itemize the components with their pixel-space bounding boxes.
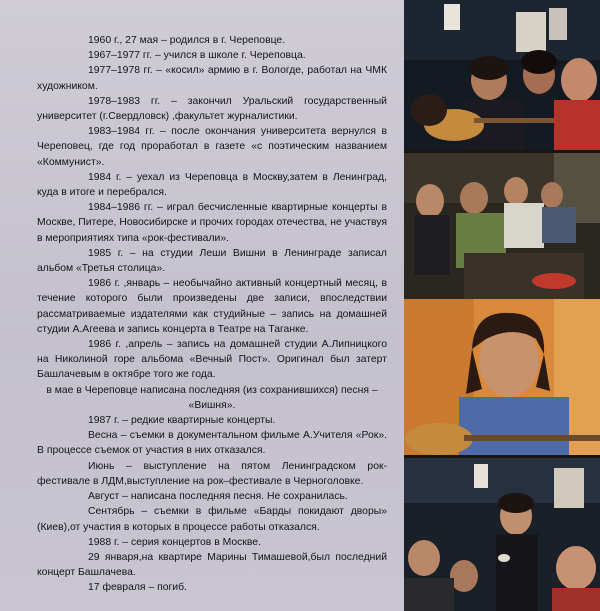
photo-group-portrait <box>404 458 600 611</box>
timeline-entry: 1983–1984 гг. – после окончания университета вернулся в Череповец, где год проработал в газете «с поэтическим названием «Коммунист». <box>37 126 387 168</box>
timeline-entry: Сентябрь – съемки в фильме «Барды покидают дворы» (Киев),от участия в которых в процессе работы отказался. <box>37 506 387 533</box>
timeline-entry: 1967–1977 гг. – учился в школе г. Череповца. <box>88 50 306 62</box>
timeline-entry: 1978–1983 гг. – закончил Уральский государственный университет (г.Свердловск) ,факультет журналистики. <box>37 95 387 123</box>
photo-group-sitting <box>404 153 600 299</box>
timeline-entry: 1977–1978 гг. – «косил» армию в г. Вологде, работал на ЧМК художником. <box>37 65 387 92</box>
timeline-entry: 1960 г., 27 мая – родился в г. Череповце. <box>88 35 286 46</box>
timeline-entry: Весна – съемки в документальном фильме А.Учителя «Рок». В процессе съемок от участия в них отказался. <box>37 430 387 457</box>
timeline-entry: 1984–1986 гг. – играл бесчисленные квартирные концерты в Москве, Питере, Новосибирске и прочих городах отечества, не участвуя в мероприятиях типа «рок-фестивали». <box>37 202 387 244</box>
timeline-entry: Июнь – выступление на пятом Ленинградском рок-фестивале в ЛДМ,выступление на рок–фестивале в Черноголовке. <box>37 460 387 487</box>
timeline-entry: 1987 г. – редкие квартирные концерты. <box>88 415 276 427</box>
timeline-entry: 29 января,на квартире Марины Тимашевой,был последний концерт Башлачева. <box>37 551 387 579</box>
timeline-entry: 1985 г. – на студии Леши Вишни в Ленинграде записал альбом «Третья столица». <box>37 247 387 275</box>
timeline-entry: 17 февраля – погиб. <box>88 582 187 594</box>
timeline-entry: 1986 г. ,апрель – запись на домашней студии А.Липницкого на Николиной горе альбома «Вечный Пост». Оригинал был затерт Башлачевым в октябре того же года. <box>37 339 387 381</box>
timeline-entry: 1984 г. – уехал из Череповца в Москву,затем в Ленинград, куда в итоге и перебрался. <box>37 171 387 199</box>
photo-portrait-guitar <box>404 299 600 455</box>
photo-column <box>404 0 600 611</box>
timeline-entry: 1988 г. – серия концертов в Москве. <box>88 536 261 548</box>
photo-group-guitar <box>404 0 600 150</box>
timeline-entry: Август – написана последняя песня. Не сохранилась. <box>88 491 348 503</box>
biography-timeline <box>37 33 387 596</box>
timeline-entry: 1986 г. ,январь – необычайно активный концертный месяц, в течение которого были произведены две записи, впоследствии рассматриваемые издателями как студийные – запись на домашней студии А.Агеева и запись концерта в Театре на Таганке. <box>37 278 387 335</box>
timeline-entry: в мае в Череповце написана последняя (из сохранившихся) песня – «Вишня». <box>46 384 378 411</box>
